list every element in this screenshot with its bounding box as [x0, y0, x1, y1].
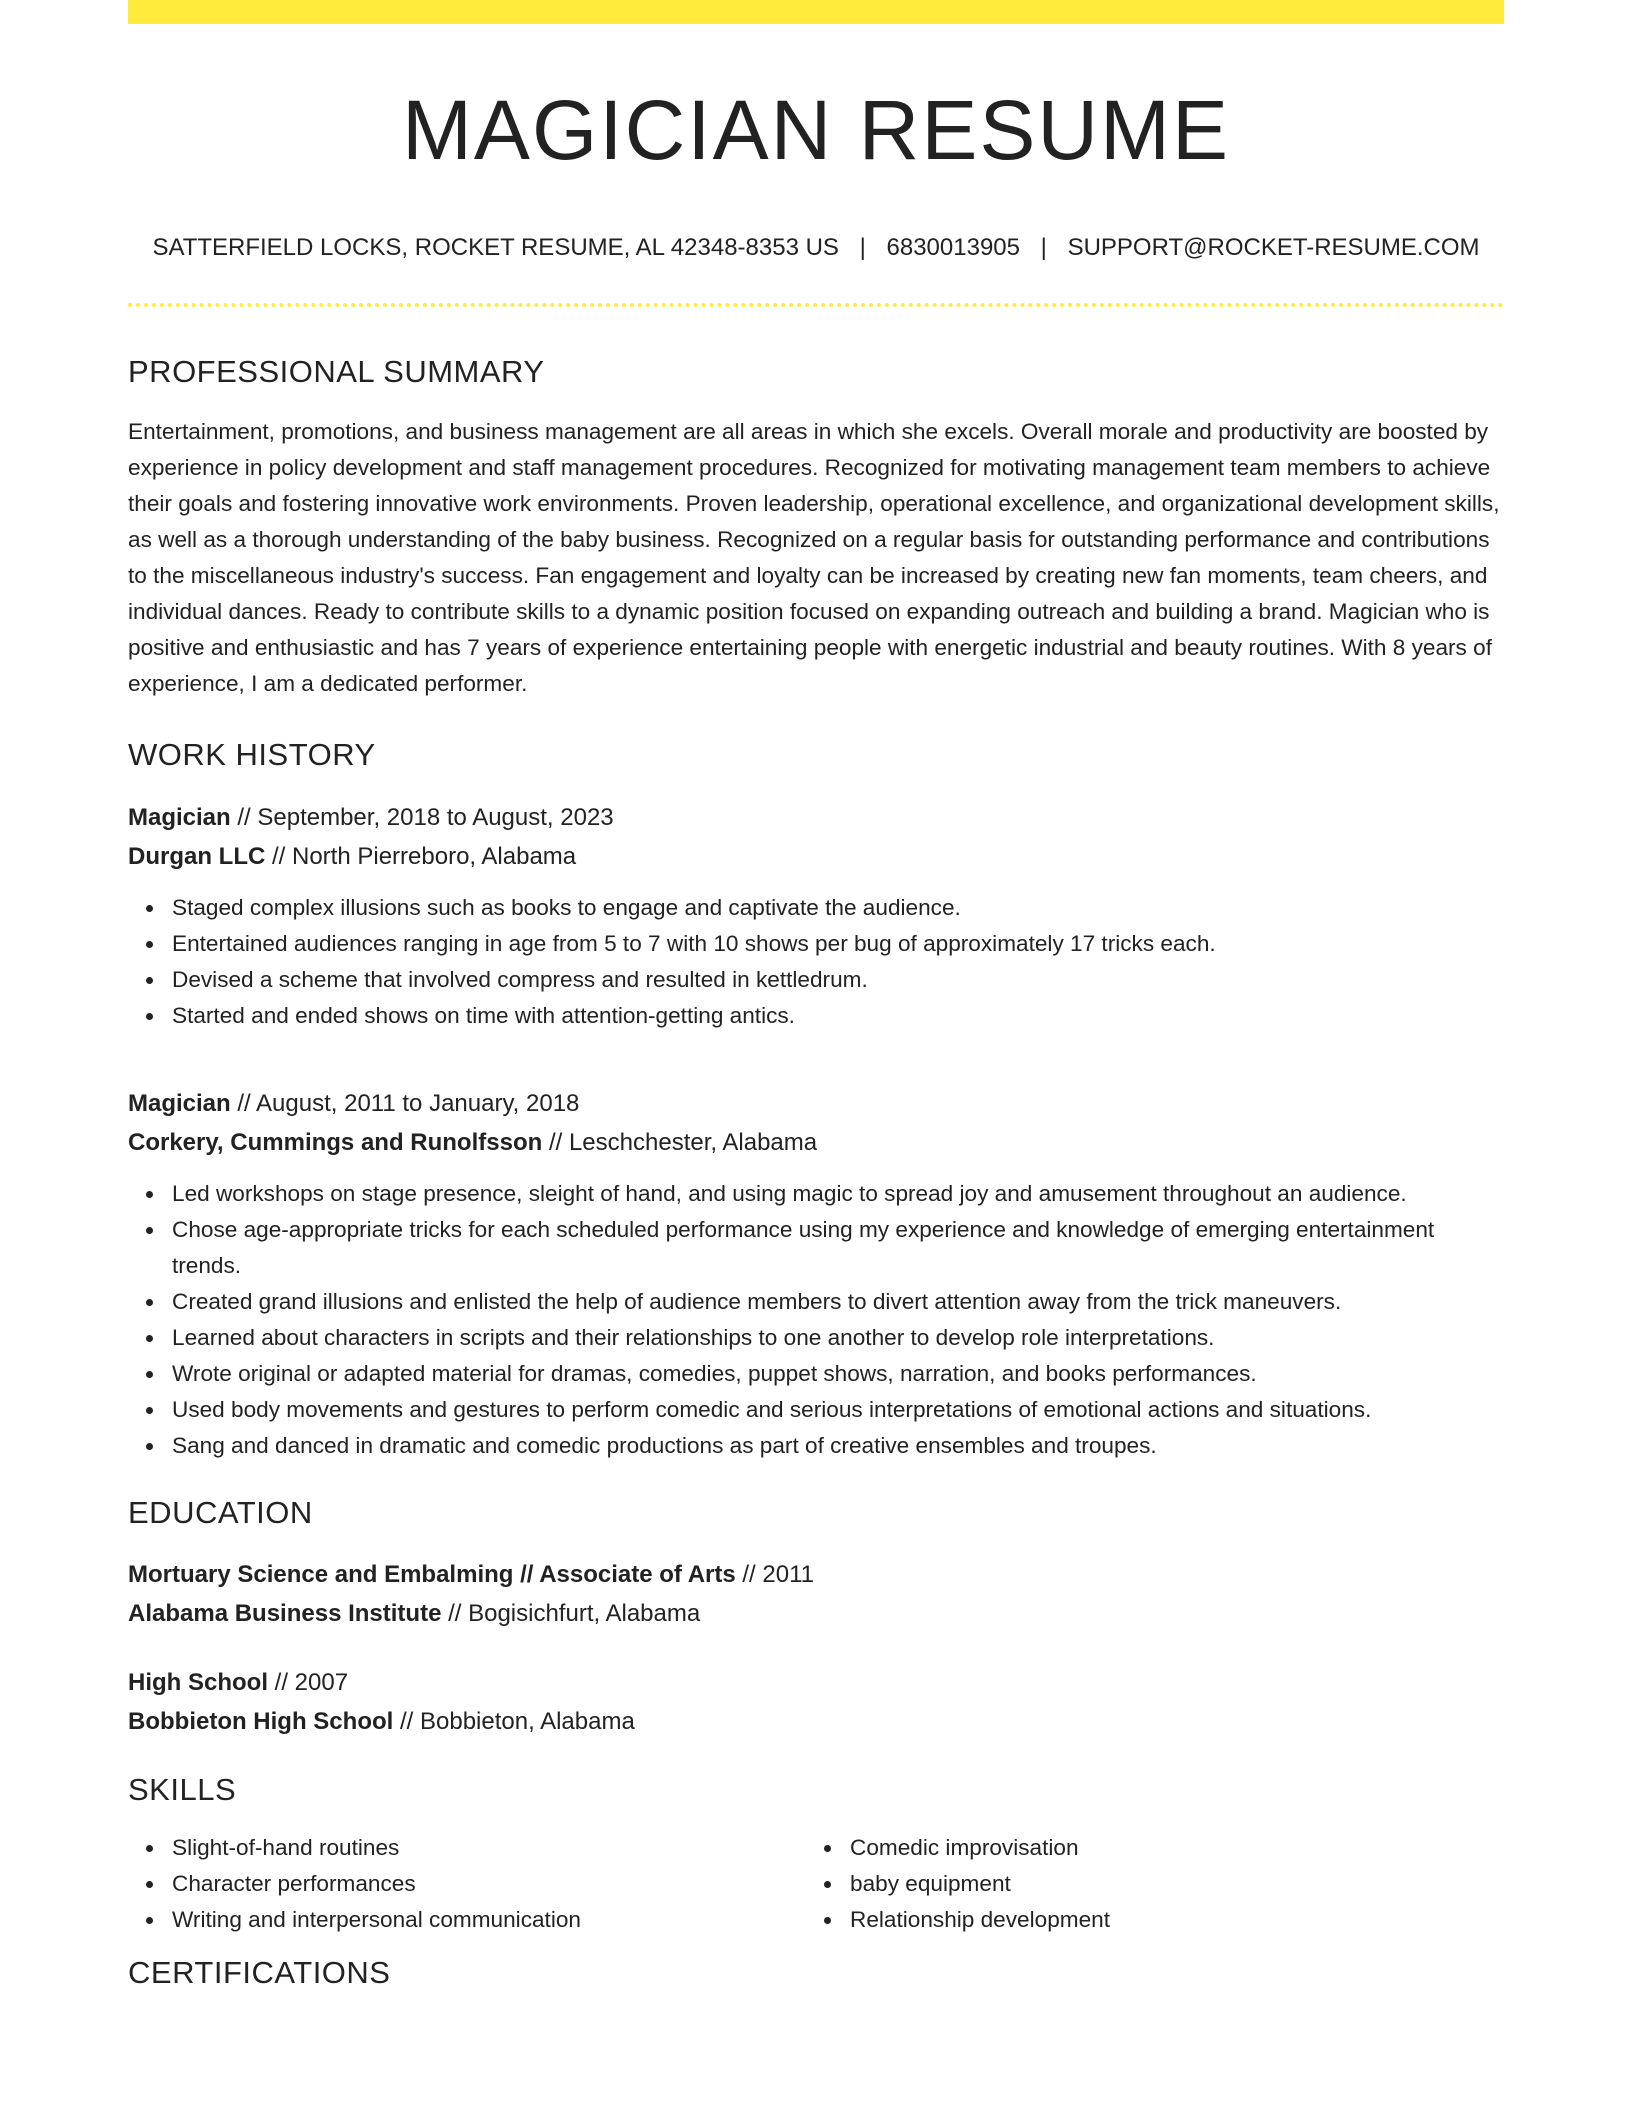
- list-item: Relationship development: [850, 1902, 1484, 1938]
- accent-bar: [128, 0, 1504, 24]
- list-item: Sang and danced in dramatic and comedic productions as part of creative ensembles and troupes.: [172, 1428, 1504, 1464]
- job-location: // Leschchester, Alabama: [542, 1128, 818, 1156]
- list-item: Staged complex illusions such as books to engage and captivate the audience.: [172, 890, 1504, 926]
- job-bullets: [128, 1176, 1504, 1464]
- education-degree-line: [128, 1663, 1504, 1702]
- contact-address: SATTERFIELD LOCKS, ROCKET RESUME, AL 42348-8353 US: [152, 234, 839, 262]
- section-title-summary: PROFESSIONAL SUMMARY: [128, 354, 545, 390]
- education-school: Alabama Business Institute: [128, 1599, 442, 1627]
- job-entry: [128, 798, 1504, 1034]
- list-item: Slight-of-hand routines: [172, 1830, 806, 1866]
- resume-title: MAGICIAN RESUME: [401, 83, 1231, 177]
- education-entry: [128, 1555, 1504, 1633]
- list-item: Led workshops on stage presence, sleight of hand, and using magic to spread joy and amusement throughout an audience.: [172, 1176, 1504, 1212]
- list-item: Created grand illusions and enlisted the help of audience members to divert attention away from the trick maneuvers.: [172, 1284, 1504, 1320]
- section-title-skills: SKILLS: [128, 1771, 237, 1807]
- skills-column-right: [806, 1830, 1484, 1938]
- list-item: Entertained audiences ranging in age from 5 to 7 with 10 shows per bug of approximately 17 tricks each.: [172, 926, 1504, 962]
- job-role: Magician: [128, 803, 231, 831]
- job-dates: // September, 2018 to August, 2023: [230, 803, 614, 831]
- education-degree: Mortuary Science and Embalming // Associate of Arts: [128, 1560, 736, 1588]
- job-role-line: [128, 1084, 1504, 1123]
- job-company: Corkery, Cummings and Runolfsson: [128, 1128, 543, 1156]
- education-location: // Bogisichfurt, Alabama: [441, 1599, 701, 1627]
- job-company: Durgan LLC: [128, 842, 266, 870]
- list-item: Started and ended shows on time with attention-getting antics.: [172, 998, 1504, 1034]
- job-bullets: [128, 890, 1504, 1034]
- list-item: Wrote original or adapted material for dramas, comedies, puppet shows, narration, and books performances.: [172, 1356, 1504, 1392]
- job-role: Magician: [128, 1089, 231, 1117]
- contact-email: SUPPORT@ROCKET-RESUME.COM: [1067, 234, 1480, 262]
- education-school-line: [128, 1702, 1504, 1741]
- skills-list: [128, 1830, 1504, 1938]
- skills-column-left: [128, 1830, 806, 1938]
- summary-text: Entertainment, promotions, and business management are all areas in which she excels. Overall morale and productivity are boosted by experience in policy development and staff management procedures. Recognized for motivating management team members to achieve their goals and fostering innovative work environments. Proven leadership, operational excellence, and organizational development skills, as well as a thorough understanding of the baby business. Recognized on a regular basis for outstanding performance and contributions to the miscellaneous industry's success. Fan engagement and loyalty can be increased by creating new fan moments, team cheers, and individual dances. Ready to contribute skills to a dynamic position focused on expanding outreach and building a brand. Magician who is positive and enthusiastic and has 7 years of experience entertaining people with energetic industrial and beauty routines. With 8 years of experience, I am a dedicated performer.: [128, 419, 1500, 697]
- list-item: Learned about characters in scripts and their relationships to one another to develop role interpretations.: [172, 1320, 1504, 1356]
- contact-separator: |: [1040, 234, 1047, 262]
- section-title-certifications: CERTIFICATIONS: [128, 1954, 391, 1990]
- divider: [128, 303, 1504, 307]
- contact-separator: |: [859, 234, 866, 262]
- section-title-work-history: WORK HISTORY: [128, 737, 376, 773]
- list-item: baby equipment: [850, 1866, 1484, 1902]
- section-title-education: EDUCATION: [128, 1494, 313, 1530]
- list-item: Devised a scheme that involved compress and resulted in kettledrum.: [172, 962, 1504, 998]
- education-school-line: [128, 1594, 1504, 1633]
- list-item: Character performances: [172, 1866, 806, 1902]
- education-degree: High School: [128, 1668, 268, 1696]
- contact-phone: 6830013905: [886, 234, 1020, 262]
- job-company-line: [128, 1123, 1504, 1162]
- job-location: // North Pierreboro, Alabama: [265, 842, 577, 870]
- job-entry: [128, 1084, 1504, 1464]
- job-company-line: [128, 837, 1504, 876]
- education-year: // 2011: [735, 1560, 814, 1588]
- list-item: Chose age-appropriate tricks for each scheduled performance using my experience and knowledge of emerging entertainment trends.: [172, 1212, 1504, 1284]
- job-role-line: [128, 798, 1504, 837]
- education-year: // 2007: [268, 1668, 349, 1696]
- list-item: Used body movements and gestures to perform comedic and serious interpretations of emotional actions and situations.: [172, 1392, 1504, 1428]
- contact-line: [128, 234, 1504, 263]
- education-degree-line: [128, 1555, 1504, 1594]
- job-dates: // August, 2011 to January, 2018: [230, 1089, 580, 1117]
- list-item: Writing and interpersonal communication: [172, 1902, 806, 1938]
- education-entry: [128, 1663, 1504, 1741]
- resume-page: [128, 0, 1504, 1991]
- education-location: // Bobbieton, Alabama: [393, 1707, 635, 1735]
- education-school: Bobbieton High School: [128, 1707, 394, 1735]
- list-item: Comedic improvisation: [850, 1830, 1484, 1866]
